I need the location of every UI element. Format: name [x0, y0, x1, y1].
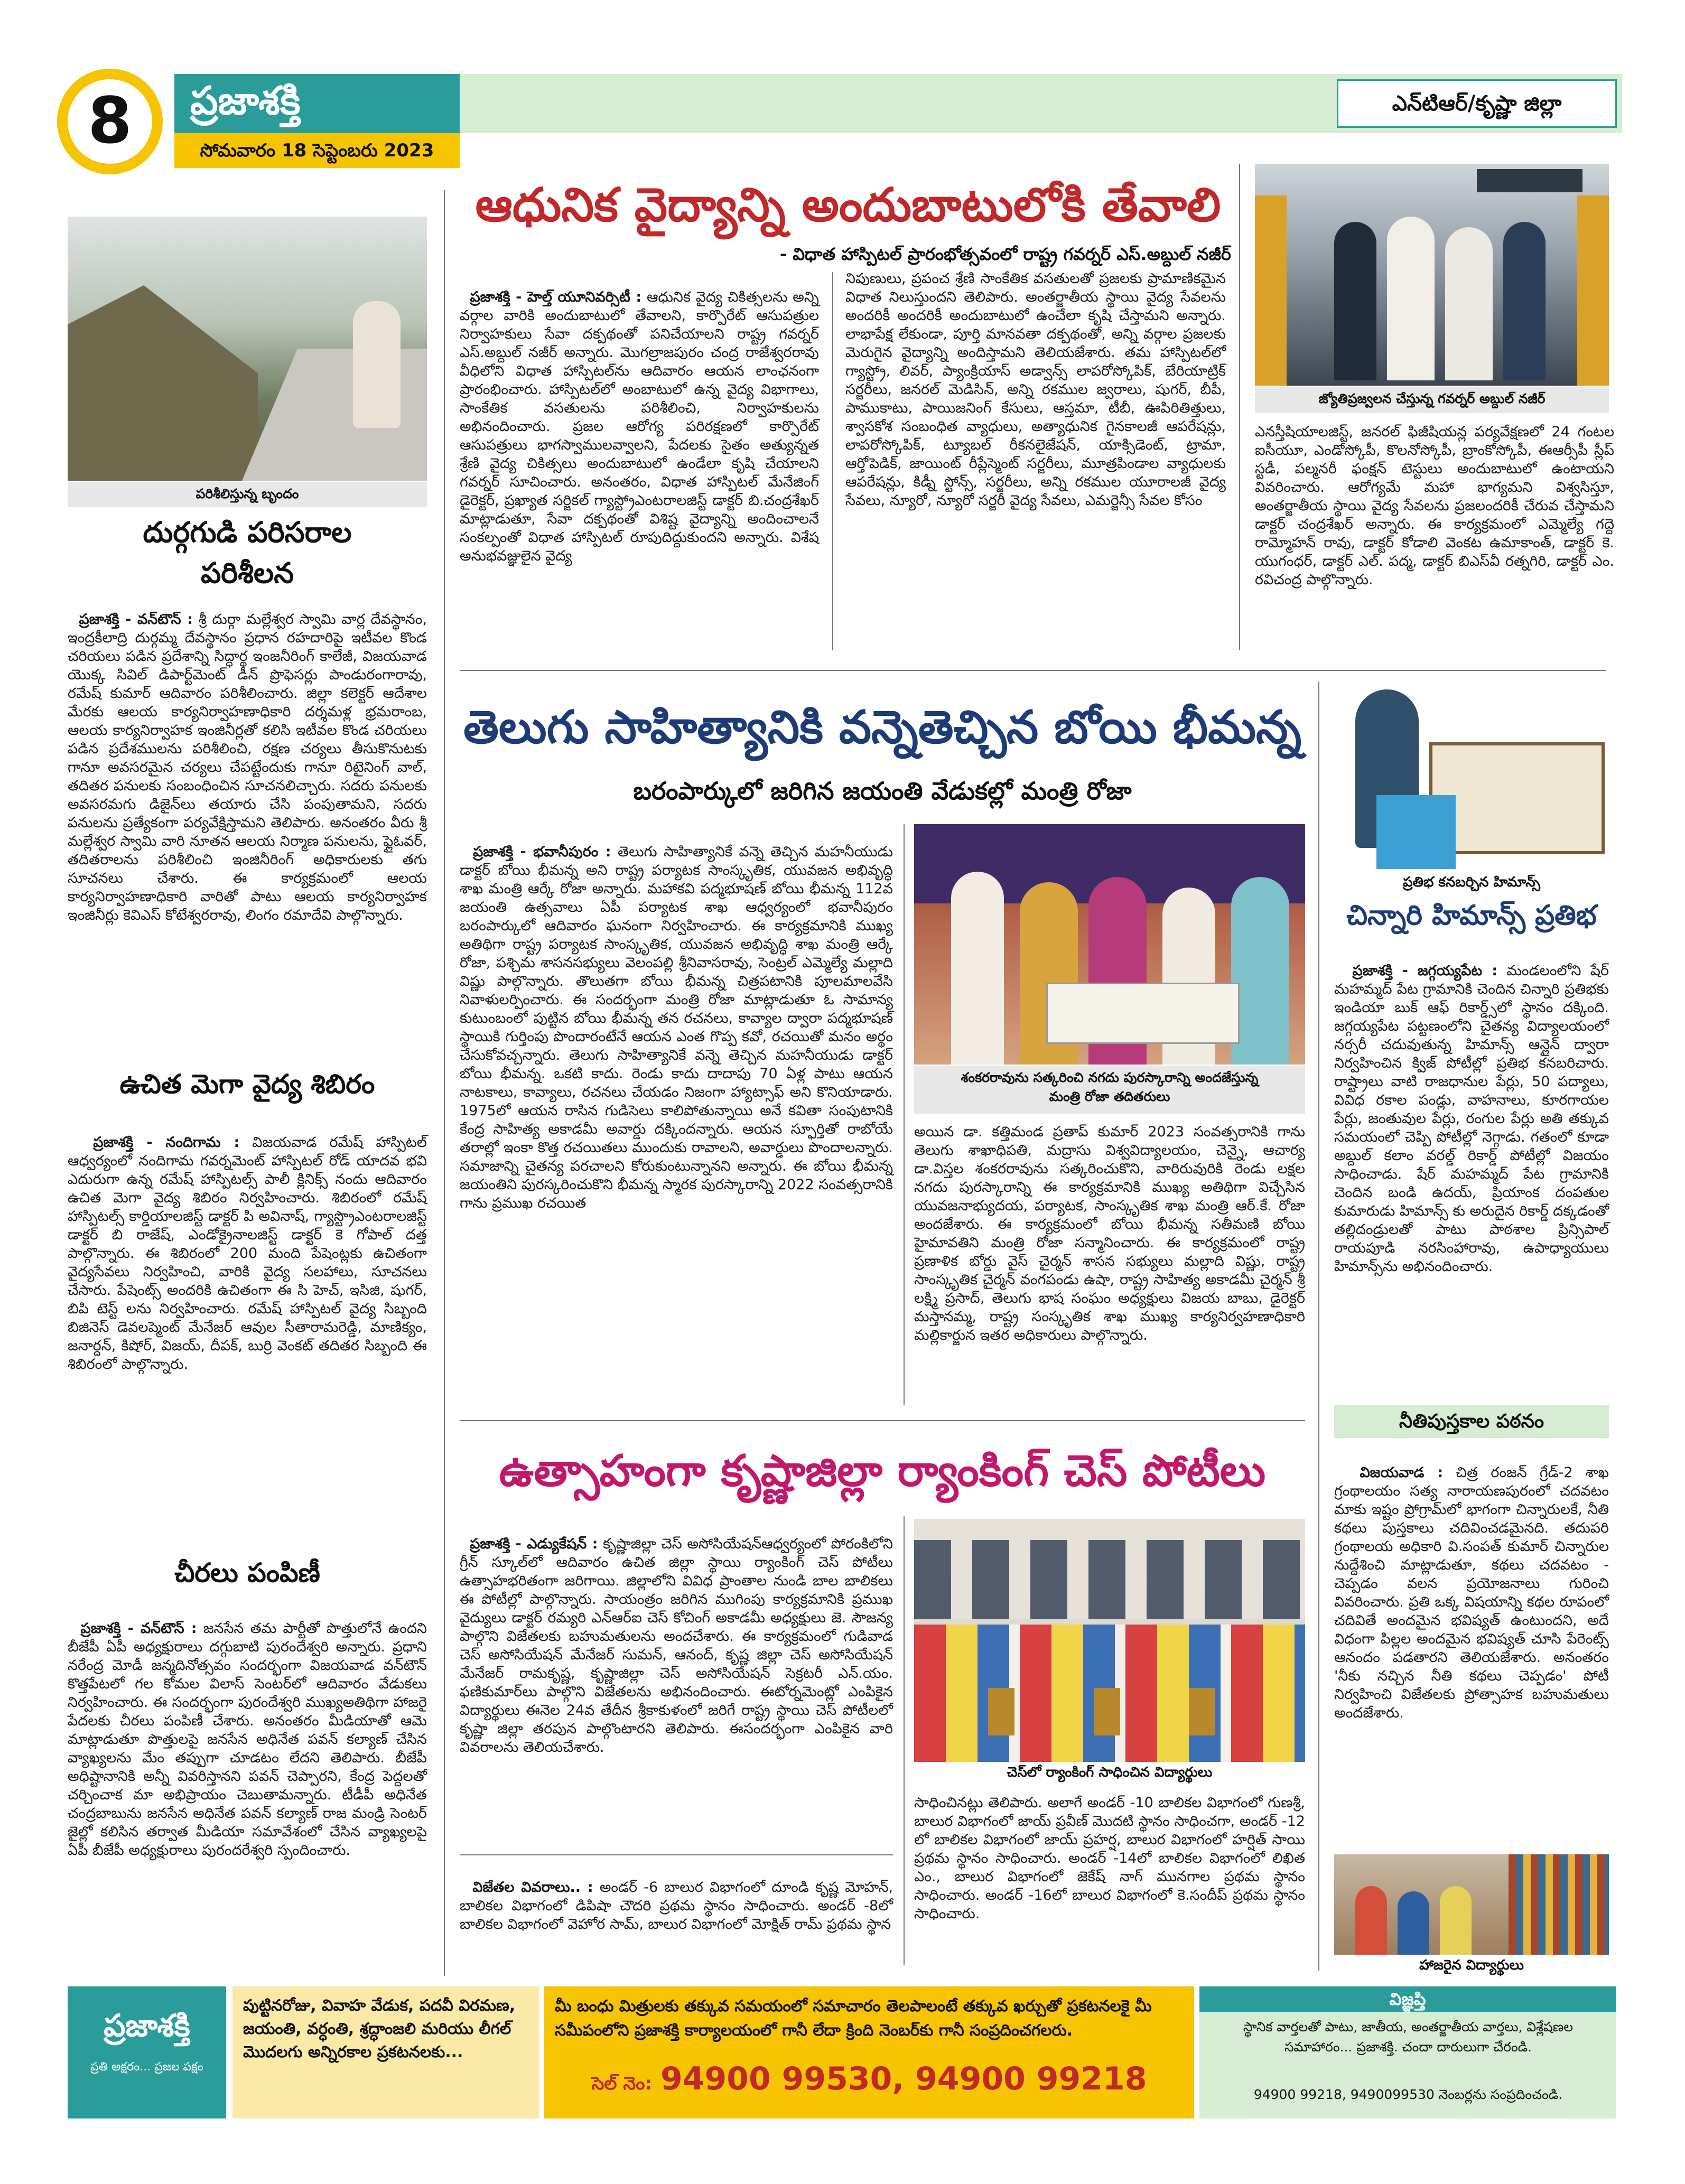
award-photo-caption-line2: మంత్రి రోజా తదితరులు: [1049, 1089, 1170, 1104]
top-story-rule-2: [1239, 164, 1240, 650]
right-column-rule: [1318, 682, 1319, 1971]
guest-figure-2: [1387, 217, 1435, 380]
reading-body: [1334, 1445, 1609, 1852]
middle-story-subhead: బరంపార్కులో జరిగిన జయంతి వేడుకల్లో మంత్రి రోజా: [633, 777, 1132, 805]
chess-dateline: ప్రజాశక్తి - ఎడ్యుకేషన్‌ :: [470, 1536, 598, 1552]
top-story-headline: ఆధునిక వైద్యాన్ని అందుబాటులోకి తేవాలి: [475, 178, 1221, 232]
footer-cell-line: [555, 2060, 1184, 2098]
chess-winners-photo: [914, 1519, 1305, 1762]
chess-col1: [460, 1516, 893, 1849]
bottom-story-top-rule: [460, 1420, 1305, 1421]
person-figure: [353, 301, 401, 428]
reception-sign: [1477, 169, 1582, 192]
temple-visit-photo: [68, 217, 427, 481]
top-story-col2: నిపుణులు, ప్రపంచ శ్రేణి సాంకేతిక వసతులతో ప్రజలకు ప్రామాణికమైన విధాత నిలుస్తుందని తెలిపారు. అంతర్జాతీయ స్థాయి వైద్య సేవలను అందరికీ అందరికీ అందుబాటులో ఉంచేలా కృషి చేస్తామని అన్నారు. లాభాపేక్ష లేకుండా, పూర్తి మానవతా దక్పథంతో, అన్ని వర్గాల ప్రజలకు మెరుగైన వైద్యాన్ని అందిస్తామని తెలియజేశారు. తమ హాస్పిటల్‌లో గ్యాస్ట్రో, లివర్‌, ప్యాంక్రియాస్‌ అడ్వాన్స్‌ లాపరోస్కోపిక్‌, బేరియాట్రిక్‌ సర్జరీలు, జనరల్‌ మెడిసిన్‌, అన్ని రకముల జ్వరాలు, షుగర్‌, బీపీ, పాముకాటు, పాయిజనింగ్‌ కేసులు, ఆస్తమా, టీబీ, ఊపిరితిత్తులు, శ్వాసకోశ సంబంధిత వ్యాధులు, అత్యాధునిక గైనకాలజీ ఆపరేషన్లు, లాపరోస్కోపిక్‌, ట్యూబల్‌ రీకనలైజేషన్‌, యాక్సిడెంట్‌, ట్రామా, ఆర్తోపెడిక్‌, జాయింట్‌ రీప్లేస్మెంట్‌ సర్జరీలు, మూత్రపిండాల వ్యాధులకు ఆపరేషన్లు, కిడ్నీ స్టోన్స్‌, సర్జరీలు, అన్ని రకముల యూరాలజీ వైద్య సేవలు, న్యూరో, న్యూరో సర్జరీ వైద్య సేవలు, ఎమర్జెన్సీ సేవల కోసం: [845, 270, 1226, 509]
story3-dateline: ప్రజాశక్తి - వన్‌టౌన్‌ :: [80, 1620, 197, 1637]
story2-text: విజయవాడ రమేష్‌ హాస్పిటల్‌ ఆధ్వర్యంలో నందిగామ గవర్నమెంట్‌ హాస్పిటల్‌ రోడ్‌ యాదవ భవి ఎదురుగా ఉన్న రమేష్‌ హాస్పిటల్స్‌ పాలీ క్లినిక్స్‌ నందు ఆదివారం ఉచిత మెగా వైద్య శిబిరం నిర్వహించారు. శిబిరంలో రమేష్‌ హాస్పిటల్స్‌ కార్డియాలజిస్ట్‌ డాక్టర్‌ పి అవినాష్‌, గ్యాస్ట్రొఎంటరాలజిస్ట్‌ డాక్టర్‌ బి రాజేష్‌, ఎండోక్రైనాలజిస్ట్‌ డాక్టర్‌ కె గోపాల్‌ దత్త పాల్గొన్నారు. ఈ శిబిరంలో 200 మంది పేషెంట్లకు ఉచితంగా వైద్యసేవలు నిర్వహించి, వారికి వైద్య సలహాలు, సూచనలు చేసారు. పేషెంట్స్‌ అందరికి ఉచితంగా ఈ సి హెచ్‌, ఇసిజి, షుగర్‌, బిపి టెస్ట్‌ లను నిర్వహించారు. రమేష్‌ హాస్పిటల్‌ వైద్య సిబ్బంది బిజినెస్‌ డెవలప్మెంట్‌ మేనేజర్‌ ఆవుల సీతారామరెడ్డి, మాణిక్యం, జనార్దన్‌, కిషోర్‌, విజయ్‌, దీపక్‌, బుర్రి వెంకట్‌ తదితర సిబ్బంది ఈ శిబిరంలో పాల్గొన్నారు.: [68, 1134, 427, 1373]
story1-headline-line1: దుర్గగుడి పరిసరాల: [143, 516, 352, 549]
issue-date: సోమవారం 18 సెప్టెంబరు 2023: [200, 140, 434, 161]
top-story-bottom-rule: [460, 670, 1606, 671]
guest-figure-4: [1503, 222, 1546, 380]
footer-cell-label: సెల్‌ నెం:: [591, 2073, 653, 2094]
library-children-photo: [1334, 1854, 1609, 1955]
edition-label: ఎన్‌టిఆర్‌/కృష్ణా జిల్లా: [1392, 91, 1562, 116]
top-story-col1-text: ఆధునిక వైద్య చికిత్సలను అన్ని వర్గాల వారికి అందుబాటులో తేవాలని, కార్పొరేట్‌ ఆసుపత్రుల నిర్వాహకులు సేవా దక్పథంతో పనిచేయాలని రాష్ట్ర గవర్నర్‌ ఎస్‌.అబ్దుల్‌ నజీర్‌ అన్నారు. మొగల్రాజపురం చంద్ర రాజేశ్వరరావు వీధిలోని విధాత హాస్పిటల్‌ను ఆదివారం ఆయన లాంఛనంగా ప్రారంభించారు. హాస్పిటల్‌లో అంబాటులో ఉన్న వైద్య విభాగాలు, సాంకేతిక వసతులను పరిశీలించి, నిర్వాహకులను అభినందించారు. ప్రజల ఆరోగ్య పరిరక్షణలో కార్పొరేట్‌ ఆసుపత్రులు భాగస్వాములవ్వాలని, పేదలకు సైతం అత్యున్నత శ్రేణి వైద్య చికిత్సలు అందుబాటులో ఉండేలా కృషి చేయాలని గవర్నర్‌ సూచించారు. అనంతరం, విధాత హాస్పిటల్‌ మేనేజింగ్‌ డైరెక్టర్‌, ప్రఖ్యాత సర్జికల్‌ గ్యాస్ట్రోఎంటరాలజిస్ట్‌ డాక్టర్‌ బి.చంద్రశేఖర్‌ మాట్లాడుతూ, సేవా దక్పథంతో విశిష్ట వైద్యాన్ని అందించాలనే సంకల్పంతో విధాత హాస్పిటల్‌ రూపుదిద్దుకుందని అన్నారు. విశేష అనుభవజ్ఞులైన వైద్య: [460, 289, 820, 564]
guest-figure-3: [1445, 227, 1493, 380]
footer-right-body: స్థానిక వార్తలతో పాటు, జాతీయ, అంతర్జాతీయ వార్తలు, విశ్లేషణల సమాహారం... ప్రజాశక్తి. చందా దారులుగా చేరండి.: [1243, 2019, 1574, 2055]
guest-figure-a: [951, 872, 1004, 1065]
himans-text: మండలంలోని షేర్‌ మహమ్మద్‌ పేట గ్రామానికి చెందిన చిన్నారి ప్రతిభకు ఇండియా బుక్‌ ఆఫ్‌ రికార్డ్స్‌లో స్థానం దక్కింది. జగ్గయ్యపేట పట్టణంలోని చైతన్య విద్యాలయంలో నర్సరీ చదువుతున్న హిమాన్స్‌ ఆన్లైన్‌ ద్వారా నిర్వహించిన క్విజ్‌ పోటీల్లో ప్రతిభ కనబరిచారు. రాష్ట్రాలు వాటి రాజధానుల పేర్లు, 50 పద్యాలు, వివిధ రకాల పండ్లు, వాహనాలు, కూరగాయల పేర్లు, జంతువుల పేర్లు, రంగుల పేర్లు అతి తక్కువ సమయంలో చెప్పి పోటీల్లో నెగ్గాడు. గతంలో కూడా అబ్దుల్‌ కలాం వరల్డ్‌ రికార్డ్‌ పోటీల్లో విజయం సాధించాడు. షేర్‌ మహమ్మద్‌ పేట గ్రామానికి చెందిన బండి ఉదయ్‌, ప్రియాంక దంపతుల కుమారుడు హిమాన్స్‌ కు అరుదైన రికార్డ్‌ దక్కడంతో తల్లిదండ్రులతో పాటు పాఠశాల ప్రిన్సిపాల్‌ రాయపూడి నరసింహారావు, ఉపాధ్యాయులు హిమాన్స్‌ను అభినందించారు.: [1334, 963, 1609, 1275]
footer-center-ad-text: మీ బంధు మిత్రులకు తక్కువ సమయంలో సమాచారం తెలపాలంటే తక్కువ ఖర్చుతో ప్రకటనలకై మీ సమీపంలోని ప్రజాశక్తి కార్యాలయంలో గానీ లేదా క్రింది నెంబర్‌కు గానీ సంప్రదించగలరు.: [555, 1997, 1152, 2040]
bookshelf: [1509, 1854, 1609, 1955]
chess-results-rule: [460, 1854, 893, 1855]
reading-headline: నీతిపుస్తకాల పఠనం: [1399, 1411, 1544, 1432]
footer-left-ad-text: పుట్టినరోజు, వివాహ వేడుక, పదవీ విరమణ, జయంతి, వర్ధంతి, శ్రద్ధాంజలి మరియు లీగల్‌ మొదలగు అన్నిరకాల ప్రకటనలకు...: [243, 1996, 516, 2061]
chess-results-dateline: విజేతల వివరాలు.. :: [472, 1879, 593, 1896]
chess-col1-text: కృష్ణాజిల్లా చెస్‌ అసోసియేషన్‌ఆధ్వర్యంలో పోరంకిలోని గ్రీన్‌ స్కూల్‌లో ఆదివారం ఉచిత జిల్లా స్థాయి ర్యాంకింగ్‌ చెస్‌ పోటీలు ఉత్సాహభరితంగా జరిగాయి. జిల్లాలోని వివిధ ప్రాంతాల నుండి బాల బాలికలు ఈ పోటీల్లో పాల్గొన్నారు. సాయంత్రం జరిగిన ముగింపు కార్యక్రమానికి ప్రముఖ వైద్యులు డాక్టర్‌ రమ్యరి ఎన్‌ఆర్‌ఐ చెస్‌ కోచింగ్‌ అకాడమీ అధ్యక్షులు జె. సౌజన్య పాల్గొని విజేతలకు బహుమతులను అందచేశారు. ఈ కార్యక్రమంలో గుడివాడ చెస్‌ అసోసియేషన్‌ మేనేజర్‌ సుమన్‌, ఆనంద్‌, కృష్ణ జిల్లా చెస్‌ అసోసియేషన్‌ మేనేజర్‌ రామకృష్ణ, కృష్ణాజిల్లా చెస్‌ అసోసియేషన్‌ సెక్రటరీ ఎన్‌.యం. ఫణికుమార్‌లు పాల్గొని విజేతలను అభినందించారు. ఈటోర్నమెంట్లో ఎంపికైన విద్యార్థులు ఈనెల 24వ తేదీన శ్రీకాకుళంలో జరిగే రాష్ట్ర స్థాయి చెస్‌ పోటీలలో కృష్ణా జిల్లా తరపున పాల్గొంటారని తెలిపారు. ఈసందర్భంగా ఎంపికైన వారి వివరాలను తెలియచేశారు.: [460, 1536, 893, 1756]
footer-tagline: ప్రతి అక్షరం... ప్రజల పక్షం: [90, 2060, 203, 2074]
himans-photo-caption: ప్రతిభ కనబర్చిన హిమాన్స్‌: [1403, 874, 1540, 890]
award-photo-caption: [914, 1066, 1305, 1114]
footer-brand: ప్రజాశక్తి: [104, 2008, 190, 2043]
story2-dateline: ప్రజాశక్తి - నందిగామ :: [93, 1134, 240, 1151]
award-ceremony-photo: [914, 824, 1305, 1065]
masthead: [0, 0, 1685, 180]
trophy-3: [1189, 1688, 1215, 1735]
child-3: [1440, 1886, 1472, 1955]
hill-shape: [68, 285, 258, 481]
footer-right-title: విజ్ఞప్తి: [1389, 1989, 1426, 2009]
record-book: [1376, 795, 1456, 869]
temple-photo-caption: పరిశీలిస్తున్న బృందం: [68, 482, 427, 507]
middle-story-col1-text: తెలుగు సాహిత్యానికే వన్నె తెచ్చిన మహనీయుడు డాక్టర్‌ బోయి భీమన్న అని రాష్ట్ర పర్యాటక సాంస్కృతిక, యువజన అభివృద్ధి శాఖ మంత్రి ఆర్కే రోజా అన్నారు. మహాకవి పద్మభూషణ్‌ బోయి భీమన్న 112వ జయంతి ఉత్సవాలు ఏపీ పర్యాటక శాఖ ఆధ్వర్యంలో భవానీపురం బరంపార్కులో ఆదివారం ఘనంగా నిర్వహించారు. ఈ కార్యక్రమానికి ముఖ్య అతిథిగా రాష్ట్ర పర్యాటక సాంస్కృతిక, యువజన అభివృద్ధి శాఖ మంత్రి ఆర్కే రోజా, పశ్చిమ శాసనసభ్యులు వెలంపల్లి శ్రీనివాసరావు, సెంట్రల్‌ ఎమ్మెల్యే మల్లాది విష్ణు పాల్గొన్నారు. తొలుతగా బోయి భీమన్న చిత్రపటానికి పూలమాలవేసి నివాళులర్పించారు. ఈ సందర్భంగా మంత్రి రోజా మాట్లాడుతూ ఓ సామాన్య కుటుంబంలో పుట్టిన బోయి భీమన్న తన రచనలు, కావ్యాల ద్వారా పద్మభూషణ్‌ స్థాయికి గుర్తింపు పొందారంటేనే ఆయన ఎంత గొప్ప కవో, రచయితో మనం అర్థం చేసుకోవచ్చన్నారు. తెలుగు సాహిత్యానికే వన్నె తెచ్చిన మహనీయుడు డాక్టర్‌ బోయి భీమన్న. ఒకటి కాదు. రెండు కాదు దాదాపు 70 ఏళ్ల పాటు ఆయన నాటకాలు, కావ్యాలు, రచనలు చేయడం నిజంగా హ్యాట్సాఫ్‌ అని కొనియాడారు. 1975లో ఆయన రాసిన గుడిసెలు కాలిపోతున్నాయి అనే కవితా సంపుటానికి కేంద్ర సాహిత్య అకాడమీ అవార్డు దక్కిందన్నారు. ఆయన స్ఫూర్తితో రాబోయే తరాల్లో ఇంకా కొత్త రచయితలు ముందుకు రావాలని, అవార్డులు పొందాలన్నారు. సమాజాన్ని చైతన్య పరచాలని కోరుకుంటున్నానని అన్నారు. ఈ బోయి భీమన్న జయంతిని పురస్కరించుకొని భీమన్న స్మారక పురస్కారాన్ని 2022 సంవత్సరానికి గాను ప్రముఖ రచయిత: [460, 844, 893, 1211]
story1-text: శ్రీ దుర్గా మల్లేశ్వర స్వామి వార్ల దేవస్థానం, ఇంద్రకీలాద్రి దుర్గమ్మ దేవస్థానం ప్రధాన రహదారిపై ఇటీవల కొండ చరియలు పడిన ప్రదేశాన్ని సిద్ధార్థ ఇంజనీరింగ్‌ కాలేజీ, విజయవాడ యొక్క సివిల్‌ డిపార్ట్‌మెంట్‌ డీన్‌ ప్రొఫెసర్లు పాండురంగారావు, రమేష్‌ కుమార్‌ ఆదివారం పరిశీలించారు. జిల్లా కలెక్టర్‌ ఆదేశాల మేరకు ఆలయ కార్యనిర్వాహణాధికారి దర్శమళ్ల భ్రమరాంబ, ఆలయ కార్యనిర్వాహక ఇంజినీర్లతో కలిసి ఇటీవల కొండ చరియలు పడిన ప్రదేశములను పరిశీలించి, రక్షణ చర్యలు తీసుకొనుటకు గానూ అవసరమైన చర్యలు చేపట్టేందుకు గానూ రిటైనింగ్‌ వాల్‌, తదితర పనులకు సంబంధించిన సూచనలిచ్చారు. సదరు పనులకు అవసరమగు డిజైన్‌లు తయారు చేసి పంపుతామని, సదరు పనులను ప్రత్యేకంగా పర్యవేక్షిస్తామని తెలిపారు. అనంతరం వీరు శ్రీ మల్లేశ్వర స్వామి వారి నూతన ఆలయ నిర్మాణ పనులను, ఫ్లైఓవర్‌, తదితరాలను పరిశీలించి ఇంజినీరింగ్‌ అధికారులకు తగు సూచనలు చేశారు. ఈ కార్యక్రమంలో ఆలయ కార్యనిర్వాహణాధికారి వారితో పాటు ఆలయ కార్యనిర్వాహక ఇంజినీర్లు కెవిఎస్‌ కోటేశ్వరరావు, లింగం రమాదేవి పాల్గొన్నారు.: [68, 611, 432, 923]
himans-record-photo: [1334, 684, 1609, 872]
story3-body: [68, 1601, 427, 1960]
middle-story-col1: [460, 824, 893, 1405]
story1-headline: [68, 517, 427, 589]
story2-headline: ఉచిత మెగా వైద్య శిబిరం: [119, 1069, 375, 1099]
governor-photo-caption: జ్యోతిప్రజ్వలన చేస్తున్న గవర్నర్‌ అబ్దుల్‌ నజీర్‌: [1255, 387, 1609, 413]
adult-row: [914, 1540, 1305, 1619]
himans-dateline: ప్రజాశక్తి - జగ్గయ్యపేట :: [1352, 963, 1498, 979]
paper-name: ప్రజాశక్తి: [190, 78, 301, 124]
left-column-rule: [444, 190, 445, 1976]
story3-text: జనసేన తమ పార్టీతో పొత్తులోనే ఉందని బీజేపీ ఏపీ అధ్యక్షురాలు దగ్గుబాటి పురందేశ్వరి అన్నారు. ప్రధాని నరేంద్ర మోడీ జన్మదినోత్సవం సందర్భంగా విజయవాడ వన్‌టౌన్‌ కొత్తపేటలో గల కోమల విలాస్‌ సెంటర్‌లో ఆదివారం వేడుకలు నిర్వహించారు. ఈ సందర్భంగా పురందేశ్వరి ముఖ్యఅతిథిగా హాజరై పేదలకు చీరలు పంపిణీ చేశారు. అనంతరం మీడియాతో ఆమె మాట్లాడుతూ పొత్తులపై జనసేన అధినేత పవన్‌ కల్యాణ్‌ చేసిన వ్యాఖ్యలను మేం తప్పుగా చూడటం లేదని తెలిపారు. బీజేపీ అధిష్టానానికి అన్నీ వివరిస్తానని పవన్‌ చెప్పారని, కేంద్ర పెద్దలతో చర్చించాక మా అభిప్రాయం చెబుతామన్నారు. టీడీపీ అధినేత చంద్రబాబును జనసేన అధినేత పవన్‌ కల్యాణ్‌ రాజ మండ్రి సెంటర్‌ జైల్లో కలిసిన తర్వాత మీడియా సమావేశంలో చేసిన వ్యాఖ్యలపై ఏపీ బీజేపీ అధ్యక్షురాలు పురందరేశ్వరి స్పందించారు.: [68, 1620, 427, 1859]
footer-cell-numbers: 94900 99530, 94900 99218: [660, 2060, 1147, 2097]
governor-lamp-photo: [1255, 164, 1609, 386]
himans-body: [1334, 943, 1609, 1392]
chess-photo-caption: చెస్‌లో ర్యాంకింగ్‌ సాధించిన విద్యార్థులు: [1007, 1765, 1213, 1780]
middle-story-headline: తెలుగు సాహిత్యానికి వన్నెతెచ్చిన బోయి భీమన్న: [463, 701, 1301, 754]
award-photo-caption-line1: శంకరరావును సత్కరించి నగదు పురస్కారాన్ని అందజేస్తున్న: [961, 1070, 1259, 1085]
story1-body: [68, 592, 432, 1046]
chess-results: [460, 1860, 898, 1965]
top-story-dateline: ప్రజాశక్తి - హెల్త్‌ యూనివర్సిటీ :: [470, 289, 642, 305]
himans-headline: చిన్నారి హిమాన్స్‌ ప్రతిభ: [1346, 900, 1597, 931]
top-story-col3: ఎనస్తీషియాలజిస్ట్‌, జనరల్‌ ఫిజీషియన్ల పర్యవేక్షణలో 24 గంటల ఐసీయూ, ఎండోస్కోపీ, కొలనోస్కోపీ, బ్రాంకోస్కోపీ, ఈఆర్సీపీ స్లీప్‌ స్టడీ, పల్మనరీ ఫంక్షన్‌ టెస్టులు అందుబాటులో ఉంటాయని వివరించారు. ఆరోగ్యమే మహా భాగ్యమని విశ్వసిస్తూ, అంతర్జాతీయ స్థాయి వైద్య సేవలను ప్రజలందరికీ చేరువ చేస్తామని డాక్టర్‌ చంద్రశేఖర్‌ అన్నారు. ఈ కార్యక్రమంలో ఎమ్మెల్యే గద్దె రామ్మోహన్‌ రావు, డాక్టర్‌ కోడాలి వెంకట ఉమాకాంత్‌, డాక్టర్‌ కె. యుగంధర్‌, డాక్టర్‌ ఎల్‌. పద్మ, డాక్టర్‌ బిఎస్‌వీ రత్నగిరి, డాక్టర్‌ ఎం. రవిచంద్ర పాల్గొన్నారు.: [1255, 424, 1614, 588]
middle-story-dateline: ప్రజాశక్తి - భవానీపురం :: [473, 844, 611, 860]
trophy-2: [1094, 1688, 1120, 1735]
footer-right-numbers: 94900 99218, 9490099530 నెంబర్లను సంప్రదించండి.: [1253, 2087, 1563, 2102]
story2-body: [68, 1115, 427, 1569]
cheque-board: [1046, 983, 1240, 1044]
story1-dateline: ప్రజాశక్తి - వన్‌టౌన్‌ :: [79, 611, 193, 628]
middle-story-col2: అయిన డా. కత్తిమండ ప్రతాప్‌ కుమార్‌ 2023 సంవత్సరానికి గాను తెలుగు శాఖాధిపతి, మద్రాసు విశ్వవిద్యాలయం, చెన్నై, ఆచార్య డా.విస్తల శంకరరావును సత్కరించుకొని, వారిరువురికి రెండు లక్షల నగదు పురస్కారాన్ని ఈ కార్యక్రమానికి ముఖ్య అతిథిగా విచ్చేసిన యువజనాభ్యుదయ, పర్యాటక, సాంస్కృతిక శాఖ మంత్రి ఆర్‌.కే. రోజా అందజేశారు. ఈ కార్యక్రమంలో బోయి భీమన్న సతీమణి బోయి హైమావతిని మంత్రి రోజా సన్మానించారు. ఈ కార్యక్రమంలో రాష్ట్ర ప్రణాళిక బోర్డు వైస్‌ చైర్మన్‌ శాసన సభ్యులు మల్లాది విష్ణు, రాష్ట్ర సాంస్కృతిక చైర్మన్‌ వంగపండు ఉషా, రాష్ట్ర సాహిత్య అకాడమీ చైర్మన్‌ శ్రీ లక్ష్మి ప్రసాద్‌, తెలుగు భాష సంఘం అధ్యక్షులు విజయ బాబు, డైరెక్టర్‌ మస్తానమ్మ, రాష్ట్ర సంస్కృతిక శాఖ ముఖ్య కార్యనిర్వహణాధికారి మల్లికార్జున ఇతర అధికారులు పాల్గొన్నారు.: [914, 1124, 1306, 1343]
chess-col2: సాధించినట్లు తెలిపారు. అలాగే అండర్‌ -10 బాలికల విభాగంలో గుణశ్రీ, బాలుర విభాగంలో జాయ్‌ ప్రవీణ్‌ మొదటి స్థానం సాధించగా, అండర్‌ -12 లో బాలికల విభాగంలో జాయ్‌ ప్రహర్ష, బాలుర విభాగంలో హర్షిత్‌ సాయి ప్రథమ స్థానం సాధించారు. అండర్‌ -14లో బాలికల విభాగంలో లిఖిత ఎం., బాలుర విభాగంలో జెకేష్‌ నాగ్‌ మునగాల ప్రథమ స్థానం సాధించారు. అండర్‌ -16లో బాలుర విభాగంలో కె.సందీప్‌ ప్రథమ స్థానం సాధించారు.: [914, 1795, 1310, 1922]
story3-headline: చీరలు పంపిణీ: [174, 1557, 320, 1588]
flowers-left: [1255, 195, 1287, 386]
story1-headline-line2: పరిశీలన: [200, 556, 294, 590]
chess-results-text: అండర్‌ -6 బాలుర విభాగంలో దూండి కృష్ణ మోహన్‌, బాలికల విభాగంలో డిపిషా చౌదరి ప్రథమ స్థానం సాధించారు. అండర్‌ -8లో బాలికల విభాగంలో వెహోర సామ్‌, బాలుర విభాగంలో మోక్షిత్‌ రామ్‌ ప్రథమ స్థాన: [460, 1879, 898, 1933]
trophy-1: [988, 1688, 1014, 1735]
top-story-rule-1: [832, 272, 833, 650]
top-story-col1: [460, 269, 819, 650]
reading-dateline: విజయవాడ :: [1360, 1464, 1444, 1481]
guest-figure-1: [1334, 222, 1376, 380]
child-1: [1355, 1886, 1387, 1955]
child-2: [1398, 1891, 1429, 1955]
guest-figure-e: [1231, 877, 1289, 1065]
library-photo-caption: హాజరైన విద్యార్థులు: [1419, 1957, 1524, 1973]
flowers-right: [1577, 195, 1609, 386]
reading-text: చిత్ర రంజన్‌ గ్రేడ్‌-2 శాఖ గ్రంథాలయం సత్య నారాయణపురంలో చదవటం మాకు ఇష్టం ప్రోగ్రామ్‌లో భాగంగా చిన్నారులకే, నీతి కథలు పుస్తకాలు చదివించడమైనది. తదుపరి గ్రంథాలయ అధికారి వి.సంపత్‌ కుమార్‌ చిన్నారుల నుద్దేశించి మాట్లాడుతూ, కథలు చదవటం - చెప్పడం వలన ప్రయోజనాలు గురించి వివరించారు. ప్రతి ఒక్క విషయాన్ని కథల రూపంలో చదివితే అందమైన భవిష్యత్‌ ఉంటుందని, అదే విధంగా పిల్లల అందమైన భవిష్యత్‌ చూసి పేరెంట్స్‌ ఆనందం పడతారని తెలియజేశారు. అనంతరం 'నీకు నచ్చిన నీతి కథలు చెప్పడం' పోటీ నిర్వహించి విజేతలకు ప్రోత్సాహక బహుమతులు అందజేశారు.: [1334, 1464, 1609, 1721]
page-number: 8: [88, 85, 132, 158]
footer-brand-box: [68, 1986, 226, 2118]
chess-headline: ఉత్సాహంగా కృష్ణాజిల్లా ర్యాంకింగ్‌ చెస్‌ పోటీలు: [499, 1446, 1266, 1496]
chess-rule: [904, 1516, 905, 1965]
top-story-subhead: - విధాత హాస్పిటల్‌ ప్రారంభోత్సవంలో రాష్ట్ర గవర్నర్‌ ఎస్‌.అబ్దుల్‌ నజీర్‌: [779, 244, 1231, 264]
middle-story-rule: [904, 824, 905, 1405]
